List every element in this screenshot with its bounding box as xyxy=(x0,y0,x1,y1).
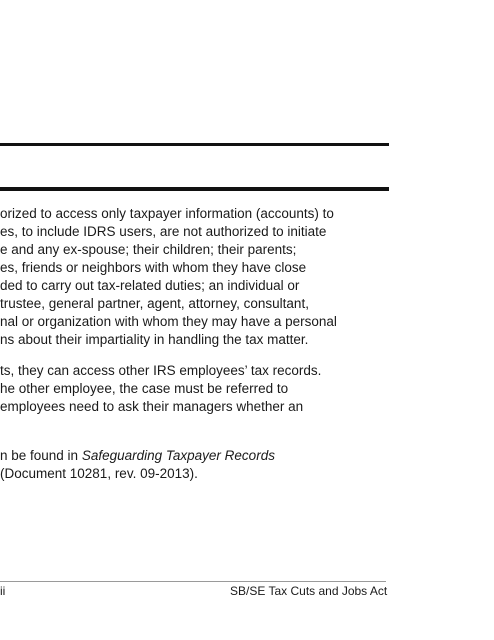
document-title: Safeguarding Taxpayer Records xyxy=(81,448,275,463)
paragraph-line: he other employee, the case must be referred to xyxy=(0,381,289,396)
footer-page-number: ii xyxy=(0,584,6,598)
reference-line xyxy=(0,447,275,465)
header-rule-bottom xyxy=(0,187,389,191)
paragraph-line: es, friends or neighbors with whom they have close xyxy=(0,260,307,275)
paragraph-line: es, to include IDRS users, are not authorized to initiate xyxy=(0,224,327,239)
paragraph-line: ns about their impartiality in handling the tax matter. xyxy=(0,332,309,347)
footer-title: SB/SE Tax Cuts and Jobs Act xyxy=(230,584,388,598)
paragraph-line: nal or organization with whom they may have a personal xyxy=(0,314,337,329)
paragraph-line: orized to access only taxpayer information (accounts) to xyxy=(0,206,334,221)
reference-line: (Document 10281, rev. 09-2013). xyxy=(0,466,198,481)
paragraph-line: ts, they can access other IRS employees’ tax records. xyxy=(0,363,322,378)
footer-rule xyxy=(0,581,386,582)
reference-text: n be found in xyxy=(0,448,82,463)
paragraph-line: employees need to ask their managers whether an xyxy=(0,399,304,414)
paragraph-line: trustee, general partner, agent, attorney, consultant, xyxy=(0,296,309,311)
paragraph-line: ded to carry out tax-related duties; an individual or xyxy=(0,278,300,293)
header-rule-top xyxy=(0,143,389,146)
paragraph-line: e and any ex-spouse; their children; their parents; xyxy=(0,242,297,257)
